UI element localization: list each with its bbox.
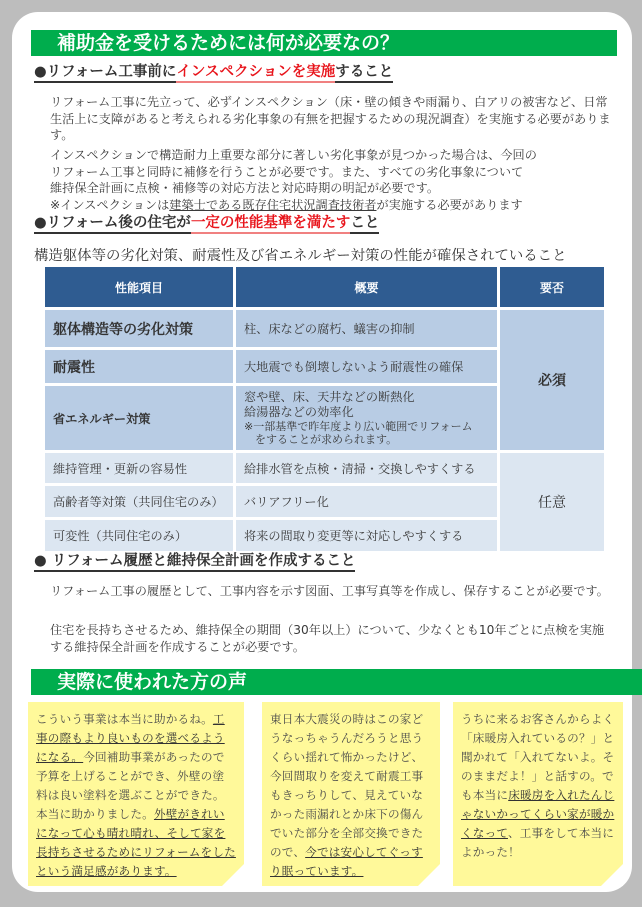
table-row: 躯体構造等の劣化対策 柱、床などの腐朽、蟻害の抑制 必須 — [45, 310, 604, 347]
table-row: 耐震性 大地震でも倒壊しないよう耐震性の確保 — [45, 350, 604, 383]
table-row: 維持管理・更新の容易性 給排水管を点検・清掃・交換しやすくする 任意 — [45, 453, 604, 483]
performance-subline: 構造躯体等の劣化対策、耐震性及び省エネルギー対策の性能が確保されていること — [34, 248, 567, 264]
optional-badge: 任意 — [500, 453, 604, 551]
header-required: 要否 — [500, 267, 604, 307]
table-row: 可変性（共同住宅のみ） 将来の間取り変更等に対応しやすくする — [45, 520, 604, 551]
header-summary: 概要 — [236, 267, 497, 307]
header-item: 性能項目 — [45, 267, 233, 307]
section1-para2: インスペクションで構造耐力上重要な部分に著しい劣化事象が見つかった場合は、今回の リフォーム工事と同時に補修を行うことが必要です。また、すべての劣化事象について 維持保全計画に点検・補修等の対応方法と対応時期の明記が必要です。 ※インスペクションは建築士である既存住宅状況調査技術者が実施する必要があります — [50, 147, 616, 213]
section2-heading: ●リフォーム後の住宅が一定の性能基準を満たすこと — [34, 213, 379, 233]
requirements-title: 補助金を受けるためには何が必要なの？ — [57, 32, 400, 54]
page-fold-icon — [601, 864, 623, 886]
page-fold-icon — [222, 864, 244, 886]
required-badge: 必須 — [500, 310, 604, 450]
section1-para1: リフォーム工事に先立って、必ずインスペクション（床・壁の傾きや雨漏り、白アリの被害など、日常生活上に支障があると考えられる劣化事象の有無を把握するための現況調査）を実施する必要があります。 — [50, 95, 611, 142]
inspector-note: ※インスペクションは建築士である既存住宅状況調査技術者が実施する必要があります — [50, 197, 523, 212]
testimonial-note-1: こういう事業は本当に助かるね。工事の際もより良いものを選べるようになる。今回補助事業があったので予算を上げることができ、外壁の塗料は良い塗料を選ぶことができた。本当に助かりました。外壁がきれいになって心も晴れ晴れ、そして家を長持ちさせるためにリフォームをしたという満足感があります。 — [28, 702, 244, 886]
page-fold-icon — [418, 864, 440, 886]
section3-heading: ● リフォーム履歴と維持保全計画を作成すること — [34, 551, 355, 571]
table-row: 省エネルギー対策 窓や壁、床、天井などの断熱化 給湯器などの効率化 ※一部基準で昨年度より広い範囲でリフォーム をすることが求められます。 — [45, 386, 604, 450]
performance-table — [42, 264, 607, 554]
voices-banner — [31, 669, 642, 695]
requirements-banner — [31, 30, 617, 56]
section3-para2: 住宅を長持ちさせるため、維持保全の期間（30年以上）について、少なくとも10年ごとに点検を実施する維持保全計画を作成することが必要です。 — [50, 623, 605, 654]
table-header-row — [45, 267, 604, 307]
section1-heading: ●リフォーム工事前にインスペクションを実施すること — [34, 62, 393, 82]
testimonial-note-3: うちに来るお客さんからよく「床暖房入れているの？」と聞かれて「入れてないよ。そのままだよ！」と話すの。でも本当に床暖房を入れたんじゃないかってくらい家が暖かくなって、工事をして本当によかった！ — [453, 702, 623, 886]
section3-para1: リフォーム工事の履歴として、工事内容を示す図面、工事写真等を作成し、保存することが必要です。 — [50, 584, 609, 598]
voices-title: 実際に使われた方の声 — [57, 671, 248, 693]
testimonial-note-2: 東日本大震災の時はこの家どうなっちゃうんだろうと思うくらい揺れて怖かったけど、今回間取りを変えて耐震工事もきっちりして、見えていなかった雨漏れとか床下の傷んでいた部分を全部交換できたので、今では安心してぐっすり眠っています。 — [262, 702, 440, 886]
table-row: 高齢者等対策（共同住宅のみ） バリアフリー化 — [45, 486, 604, 517]
